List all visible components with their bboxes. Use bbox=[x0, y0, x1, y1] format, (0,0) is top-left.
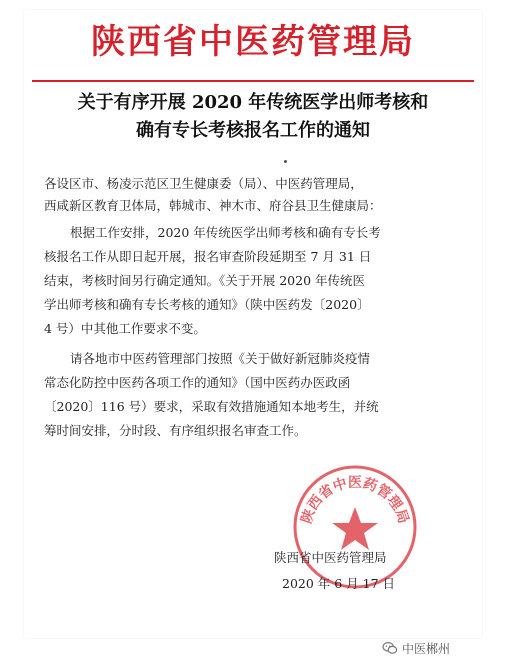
signature-org: 陕西省中医药管理局 bbox=[274, 550, 387, 565]
decorative-dot bbox=[284, 160, 287, 163]
paragraph-1-line-1: 根据工作安排，2020 年传统医学出师考核和确有专长考 bbox=[70, 225, 381, 240]
notice-title-line-1: 关于有序开展 2020 年传统医学出师考核和 bbox=[77, 92, 429, 113]
masthead-title: 陕西省中医药管理局 bbox=[91, 22, 415, 62]
paragraph-1-line-3: 结束，考核时间另行确定通知。《关于开展 2020 年传统医 bbox=[44, 273, 366, 288]
notice-title-line-2: 确有专长考核报名工作的通知 bbox=[136, 120, 370, 141]
seal-text-path: 陕西省中医药管理局 bbox=[298, 475, 412, 526]
signature-date: 2020 年 6 月 17 日 bbox=[282, 576, 396, 591]
paragraph-1-line-5: 4 号）中其他工作要求不变。 bbox=[44, 321, 206, 336]
paragraph-2-line-1: 请各地市中医药管理部门按照《关于做好新冠肺炎疫情 bbox=[70, 351, 371, 366]
paragraph-1-line-2: 核报名工作从即日起开展，报名审查阶段延期至 7 月 31 日 bbox=[44, 249, 372, 264]
paragraph-2-line-3: 〔2020〕116 号）要求，采取有效措施通知本地考生，并统 bbox=[44, 399, 379, 414]
paragraph-2-line-4: 筹时间安排，分时段、有序组织报名审查工作。 bbox=[44, 423, 307, 438]
wechat-watermark bbox=[382, 640, 450, 656]
paragraph-2-line-2: 常态化防控中医药各项工作的通知》（国中医药办医政函 bbox=[44, 375, 351, 390]
official-seal bbox=[290, 462, 420, 592]
wechat-icon bbox=[382, 640, 398, 656]
document-page bbox=[24, 10, 482, 638]
masthead-red-rule bbox=[32, 80, 474, 82]
addressee-line-1: 各设区市、杨凌示范区卫生健康委（局）、中医药管理局， bbox=[44, 176, 363, 191]
watermark-text: 中医郴州 bbox=[402, 641, 451, 656]
paragraph-1-line-4: 学出师考核和确有专长考核的通知》（陕中医药发〔2020〕 bbox=[44, 297, 370, 312]
addressee-line-2: 西咸新区教育卫体局，韩城市、神木市、府谷县卫生健康局： bbox=[44, 198, 382, 213]
seal-star-icon bbox=[332, 507, 378, 550]
